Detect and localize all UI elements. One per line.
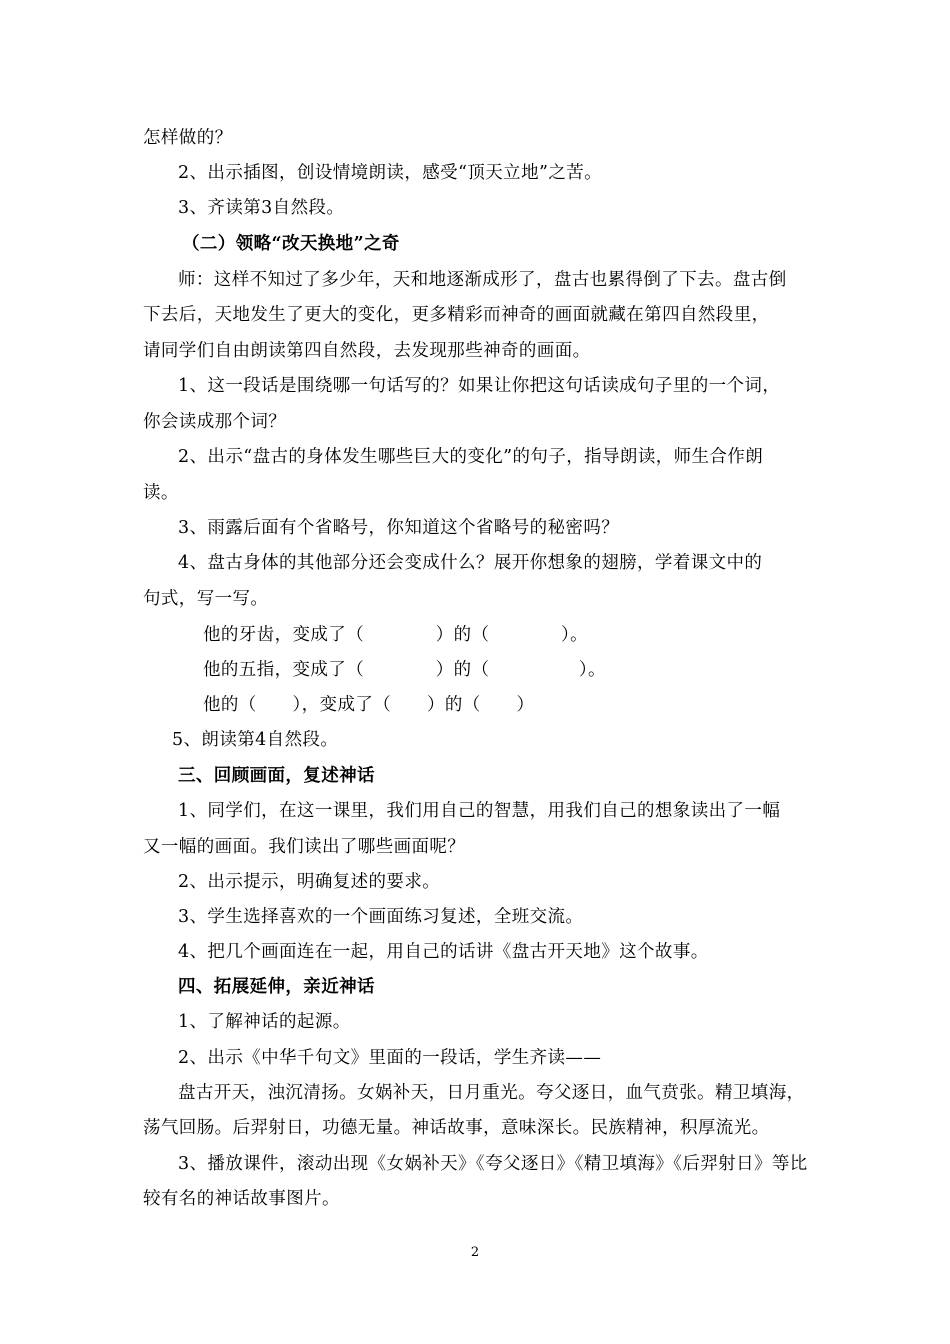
- text-line: 5、朗读第4自然段。: [172, 730, 339, 750]
- page-number: 2: [470, 1245, 480, 1260]
- text-line: 怎样做的？: [143, 128, 233, 148]
- text-line: 下去后，天地发生了更大的变化，更多精彩而神奇的画面就藏在第四自然段里，: [143, 305, 770, 325]
- text-line: 又一幅的画面。我们读出了哪些画面呢？: [143, 837, 466, 857]
- text-line: 4、把几个画面连在一起，用自己的话讲《盘古开天地》这个故事。: [178, 942, 709, 962]
- text-line: 1、同学们，在这一课里，我们用自己的智慧，用我们自己的想象读出了一幅: [178, 801, 781, 821]
- text-line: 2、出示《中华千句文》里面的一段话，学生齐读——: [178, 1048, 602, 1068]
- exercise-line: 他的五指，变成了（ ）的（ ）。: [203, 660, 606, 680]
- text-line: 句式，写一写。: [143, 589, 269, 609]
- quote-line: 盘古开天，浊沉清扬。女娲补天，日月重光。夸父逐日，血气贲张。精卫填海，: [178, 1083, 805, 1103]
- section-heading: （二）领略“改天换地”之奇: [182, 234, 400, 254]
- text-line: 3、播放课件，滚动出现《女娲补天》《夸父逐日》《精卫填海》《后羿射日》等比: [178, 1154, 808, 1174]
- exercise-line: 他的牙齿，变成了（ ）的（ ）。: [203, 625, 589, 645]
- text-line: 较有名的神话故事图片。: [143, 1189, 340, 1209]
- text-line: 4、盘古身体的其他部分还会变成什么？展开你想象的翅膀，学着课文中的: [178, 553, 763, 573]
- text-line: 1、了解神话的起源。: [178, 1012, 351, 1032]
- section-heading: 三、回顾画面，复述神话: [178, 766, 375, 786]
- text-line: 1、这一段话是围绕哪一句话写的？如果让你把这句话读成句子里的一个词，: [178, 376, 781, 396]
- text-line: 读。: [143, 483, 179, 503]
- text-line: 2、出示提示，明确复述的要求。: [178, 872, 441, 892]
- exercise-line: 他的（ ），变成了（ ）的（ ）: [203, 695, 535, 715]
- text-line: 师：这样不知过了多少年，天和地逐渐成形了，盘古也累得倒了下去。盘古倒: [178, 270, 787, 290]
- text-line: 3、齐读第3自然段。: [178, 198, 345, 218]
- text-line: 你会读成那个词？: [143, 412, 287, 432]
- text-line: 2、出示插图，创设情境朗读，感受“顶天立地”之苦。: [178, 163, 603, 183]
- text-line: 3、雨露后面有个省略号，你知道这个省略号的秘密吗？: [178, 518, 620, 538]
- text-line: 3、学生选择喜欢的一个画面练习复述，全班交流。: [178, 907, 584, 927]
- section-heading: 四、拓展延伸，亲近神话: [178, 977, 375, 997]
- text-line: 2、出示“盘古的身体发生哪些巨大的变化”的句子，指导朗读，师生合作朗: [178, 447, 764, 467]
- quote-line: 荡气回肠。后羿射日，功德无量。神话故事，意味深长。民族精神，积厚流光。: [143, 1118, 770, 1138]
- text-line: 请同学们自由朗读第四自然段，去发现那些神奇的画面。: [143, 341, 591, 361]
